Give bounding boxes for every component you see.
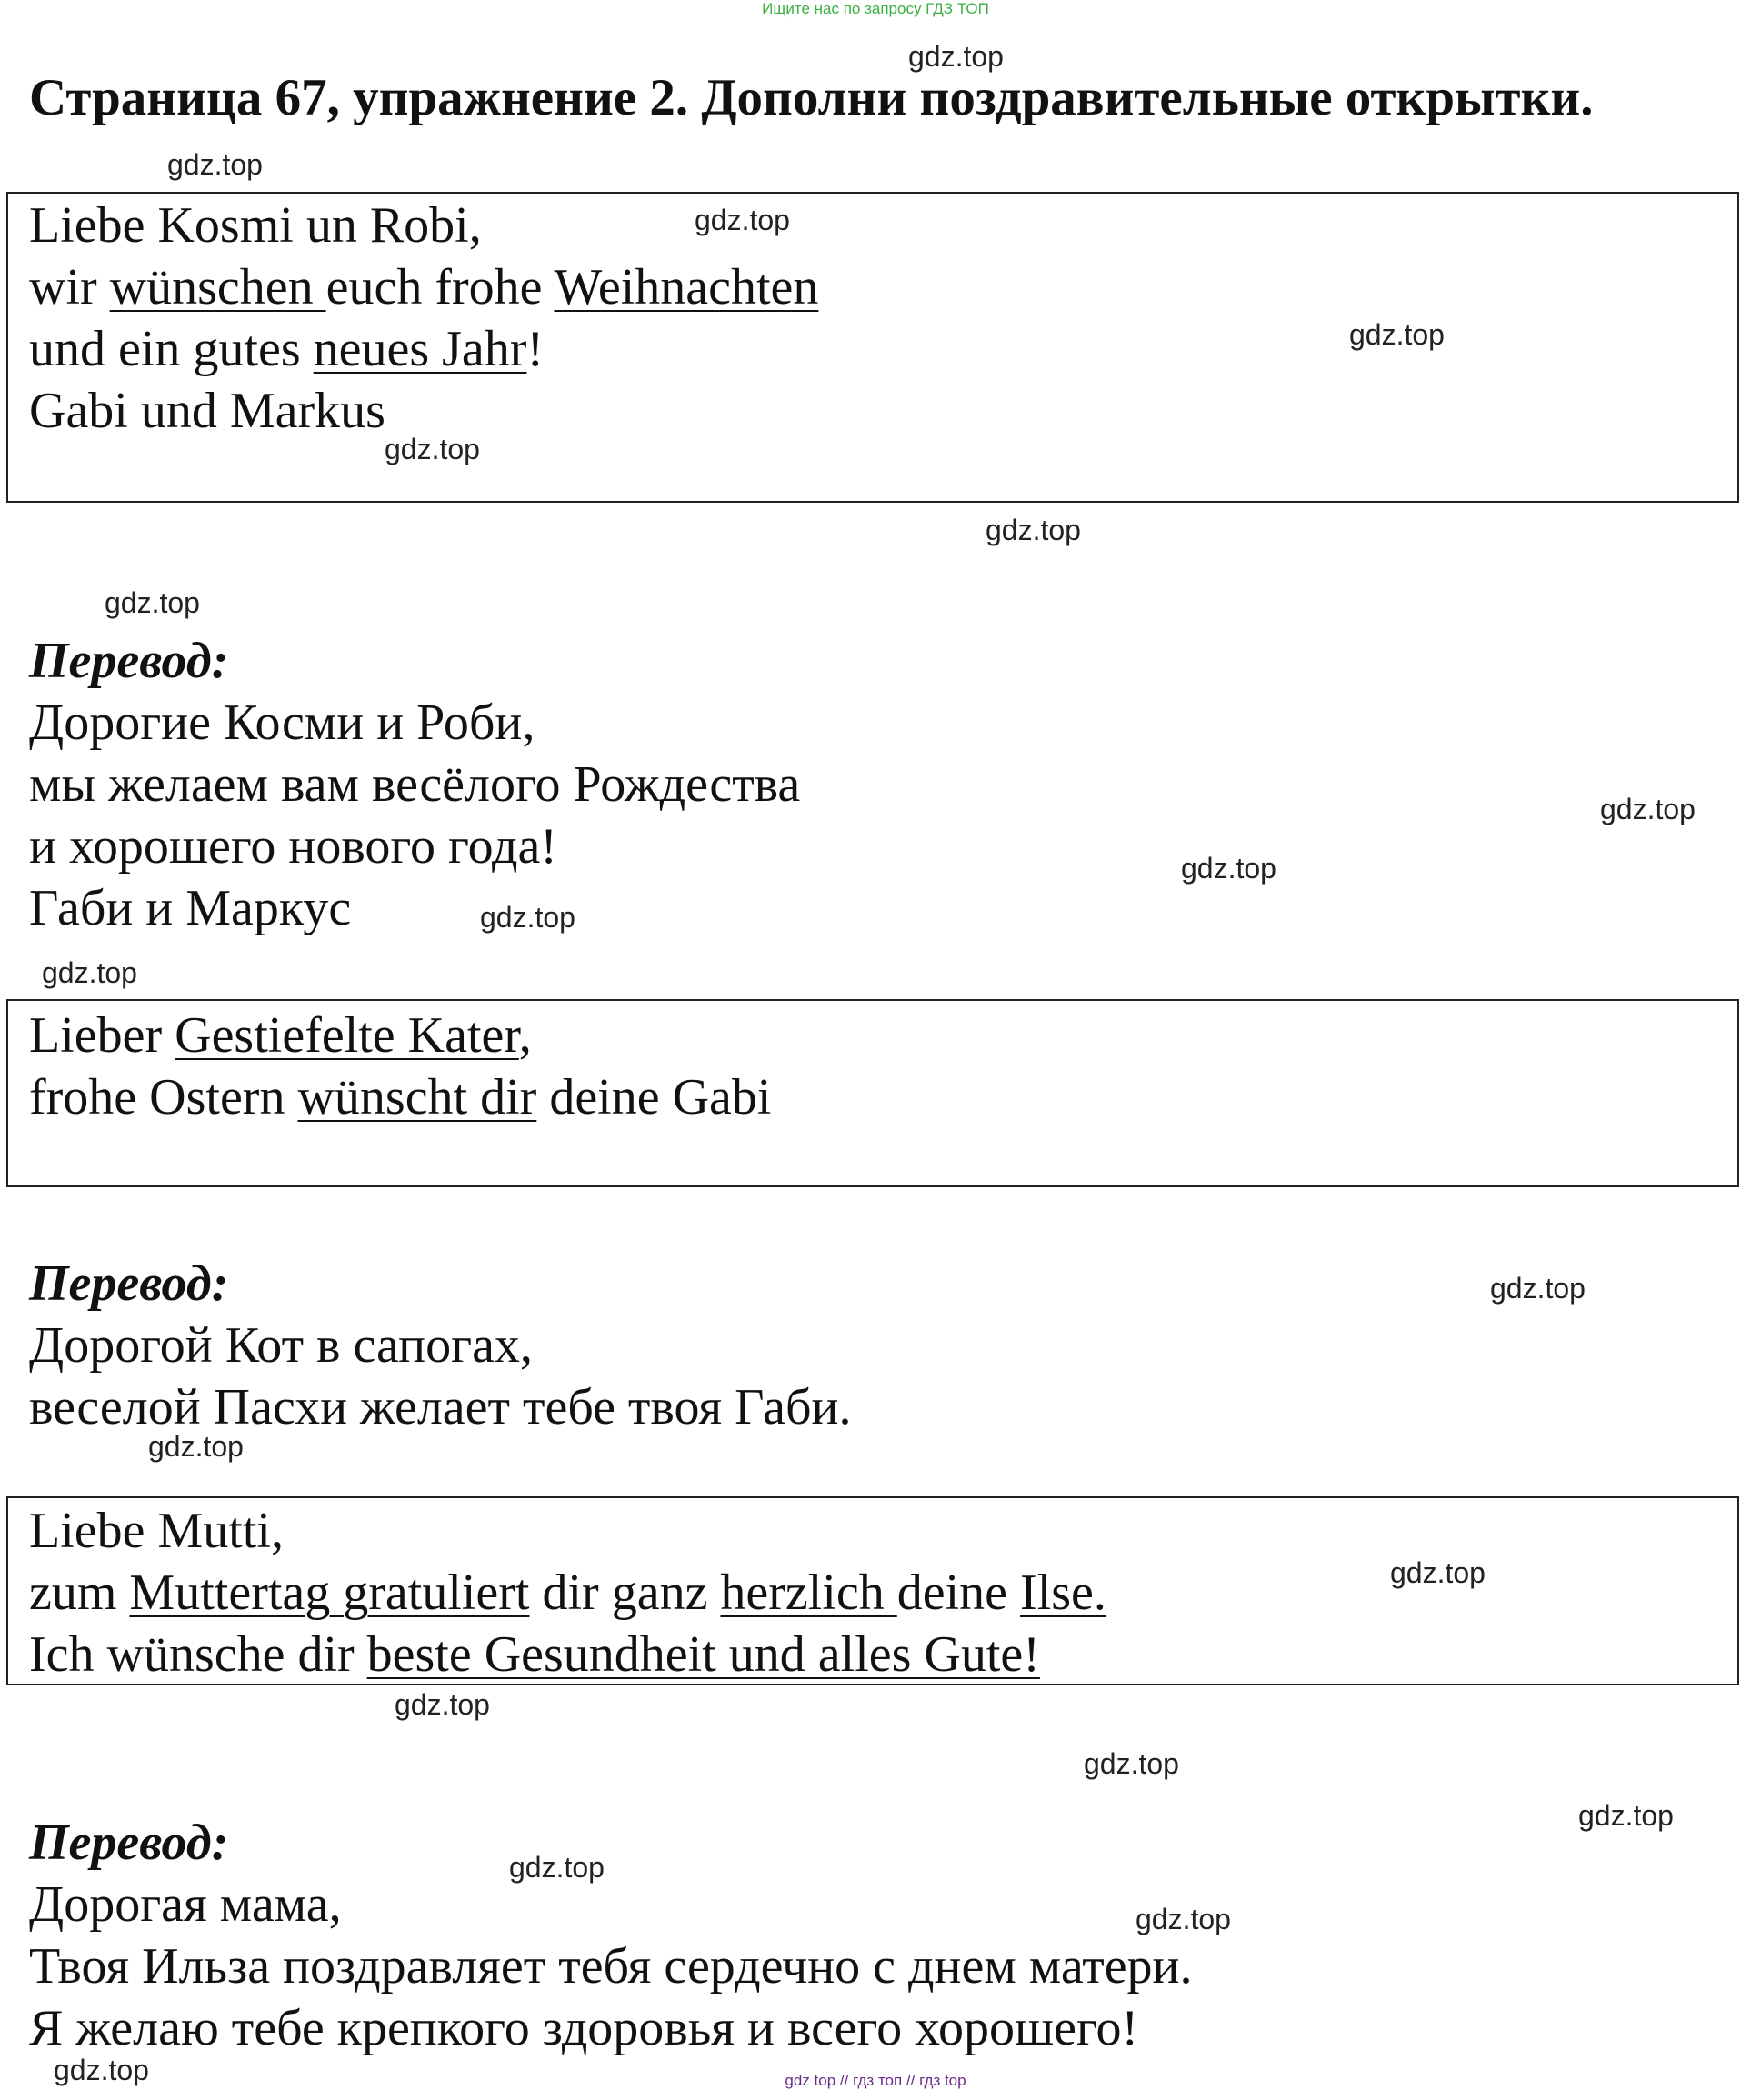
filled-word: wünschen (109, 259, 326, 315)
translation-heading: Перевод: (29, 1815, 229, 1871)
watermark: gdz.top (1578, 1799, 1674, 1832)
watermark: gdz.top (1600, 793, 1696, 825)
card3-line2: zum Muttertag gratuliert dir ganz herzlich deine Ilse. (29, 1565, 1106, 1621)
filled-word: Weihnachten (554, 259, 819, 315)
page-title: Страница 67, упражнение 2. Дополни поздравительные открытки. (29, 69, 1594, 126)
watermark: gdz.top (1349, 318, 1445, 351)
trans1-line4: Габи и Маркус (29, 880, 352, 936)
watermark: gdz.top (54, 2054, 149, 2086)
watermark: gdz.top (395, 1688, 490, 1721)
filled-word: beste Gesundheit und alles Gute! (366, 1626, 1040, 1683)
card2-line1: Lieber Gestiefelte Kater, (29, 1007, 532, 1064)
watermark: gdz.top (1084, 1747, 1179, 1780)
trans1-line1: Дорогие Косми и Роби, (29, 695, 535, 751)
filled-word: Muttertag gratuliert (129, 1565, 530, 1621)
footer-links[interactable]: gdz top // гдз топ // гдз top (785, 2072, 966, 2089)
watermark: gdz.top (1390, 1556, 1486, 1589)
card2-line2: frohe Ostern wünscht dir deine Gabi (29, 1069, 772, 1125)
translation-heading: Перевод: (29, 1255, 229, 1312)
trans1-line2: мы желаем вам весёлого Рождества (29, 756, 801, 813)
watermark: gdz.top (1490, 1272, 1586, 1305)
trans3-line1: Дорогая мама, (29, 1876, 342, 1933)
watermark: gdz.top (1136, 1903, 1231, 1935)
trans2-line1: Дорогой Кот в сапогах, (29, 1317, 533, 1374)
translation-heading: Перевод: (29, 633, 229, 689)
filled-word: Ilse. (1020, 1565, 1106, 1621)
watermark: gdz.top (695, 204, 790, 236)
card1-line3: und ein gutes neues Jahr! (29, 321, 545, 377)
watermark: gdz.top (42, 956, 137, 989)
filled-word: neues Jahr (313, 321, 527, 377)
top-banner[interactable]: Ищите нас по запросу ГДЗ ТОП (762, 0, 989, 17)
trans2-line2: веселой Пасхи желает тебе твоя Габи. (29, 1379, 852, 1435)
filled-word: wünscht dir (297, 1069, 537, 1125)
watermark: gdz.top (148, 1430, 244, 1463)
watermark: gdz.top (1181, 852, 1276, 885)
card3-line3: Ich wünsche dir beste Gesundheit und alles Gute! (29, 1626, 1040, 1683)
trans3-line3: Я желаю тебе крепкого здоровья и всего хорошего! (29, 2000, 1139, 2056)
watermark: gdz.top (105, 586, 200, 619)
card1-line2: wir wünschen euch frohe Weihnachten (29, 259, 819, 315)
trans1-line3: и хорошего нового года! (29, 818, 557, 875)
card1-line1: Liebe Kosmi un Robi, (29, 197, 482, 254)
watermark: gdz.top (385, 433, 480, 465)
filled-word: Gestiefelte Kater (175, 1007, 519, 1064)
watermark: gdz.top (167, 148, 263, 181)
watermark: gdz.top (908, 40, 1004, 73)
trans3-line2: Твоя Ильза поздравляет тебя сердечно с днем матери. (29, 1938, 1193, 1995)
watermark: gdz.top (509, 1851, 605, 1884)
card3-line1: Liebe Mutti, (29, 1503, 284, 1559)
watermark: gdz.top (480, 901, 575, 934)
card1-line4: Gabi und Markus (29, 383, 385, 439)
filled-word: herzlich (720, 1565, 897, 1621)
watermark: gdz.top (986, 514, 1081, 546)
